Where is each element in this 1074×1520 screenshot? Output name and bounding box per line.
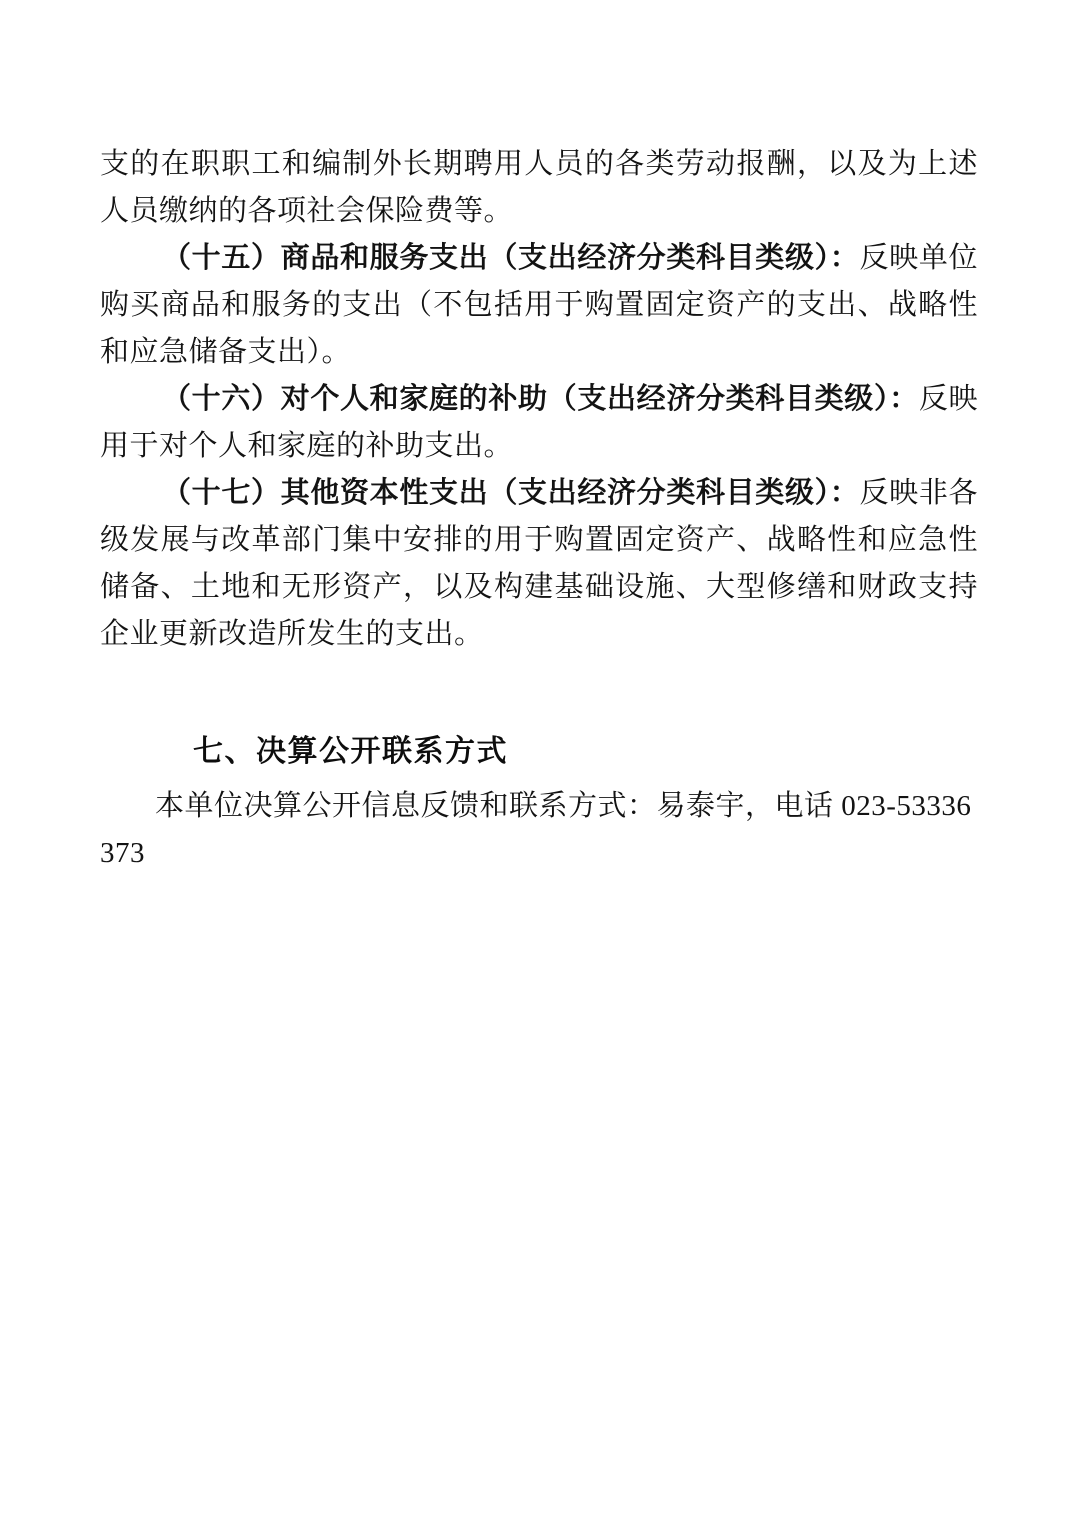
paragraph-salary-continuation [100,141,978,235]
paragraph-lead: （十七）其他资本性支出（支出经济分类科目类级）： [162,477,860,509]
section-heading-contact-method: 七、决算公开联系方式 [193,735,508,768]
paragraph-text: 反映用于对个人和家庭的补助支出。 [100,383,978,462]
paragraph-lead: （十六）对个人和家庭的补助（支出经济分类科目类级）： [162,383,919,415]
paragraph-text: 反映非各级发展与改革部门集中安排的用于购置固定资产、战略性和应急性储备、土地和无形资产，以及构建基础设施、大型修缮和财政支持企业更新改造所发生的支出。 [100,477,978,650]
paragraph-text: 反映单位购买商品和服务的支出（不包括用于购置固定资产的支出、战略性和应急储备支出）。 [100,242,978,368]
paragraph-item-17-other-capital-expenditure [100,470,978,658]
paragraph-item-16-individual-family-subsidies [100,376,978,470]
paragraph-text: 支的在职职工和编制外长期聘用人员的各类劳动报酬，以及为上述人员缴纳的各项社会保险费等。 [100,148,978,227]
document-content [100,141,978,877]
contact-paragraph [100,783,978,877]
paragraph-item-15-goods-services [100,235,978,376]
paragraph-lead: （十五）商品和服务支出（支出经济分类科目类级）： [162,242,860,274]
contact-text: 本单位决算公开信息反馈和联系方式：易泰宇，电话 023-53336373 [100,790,972,869]
